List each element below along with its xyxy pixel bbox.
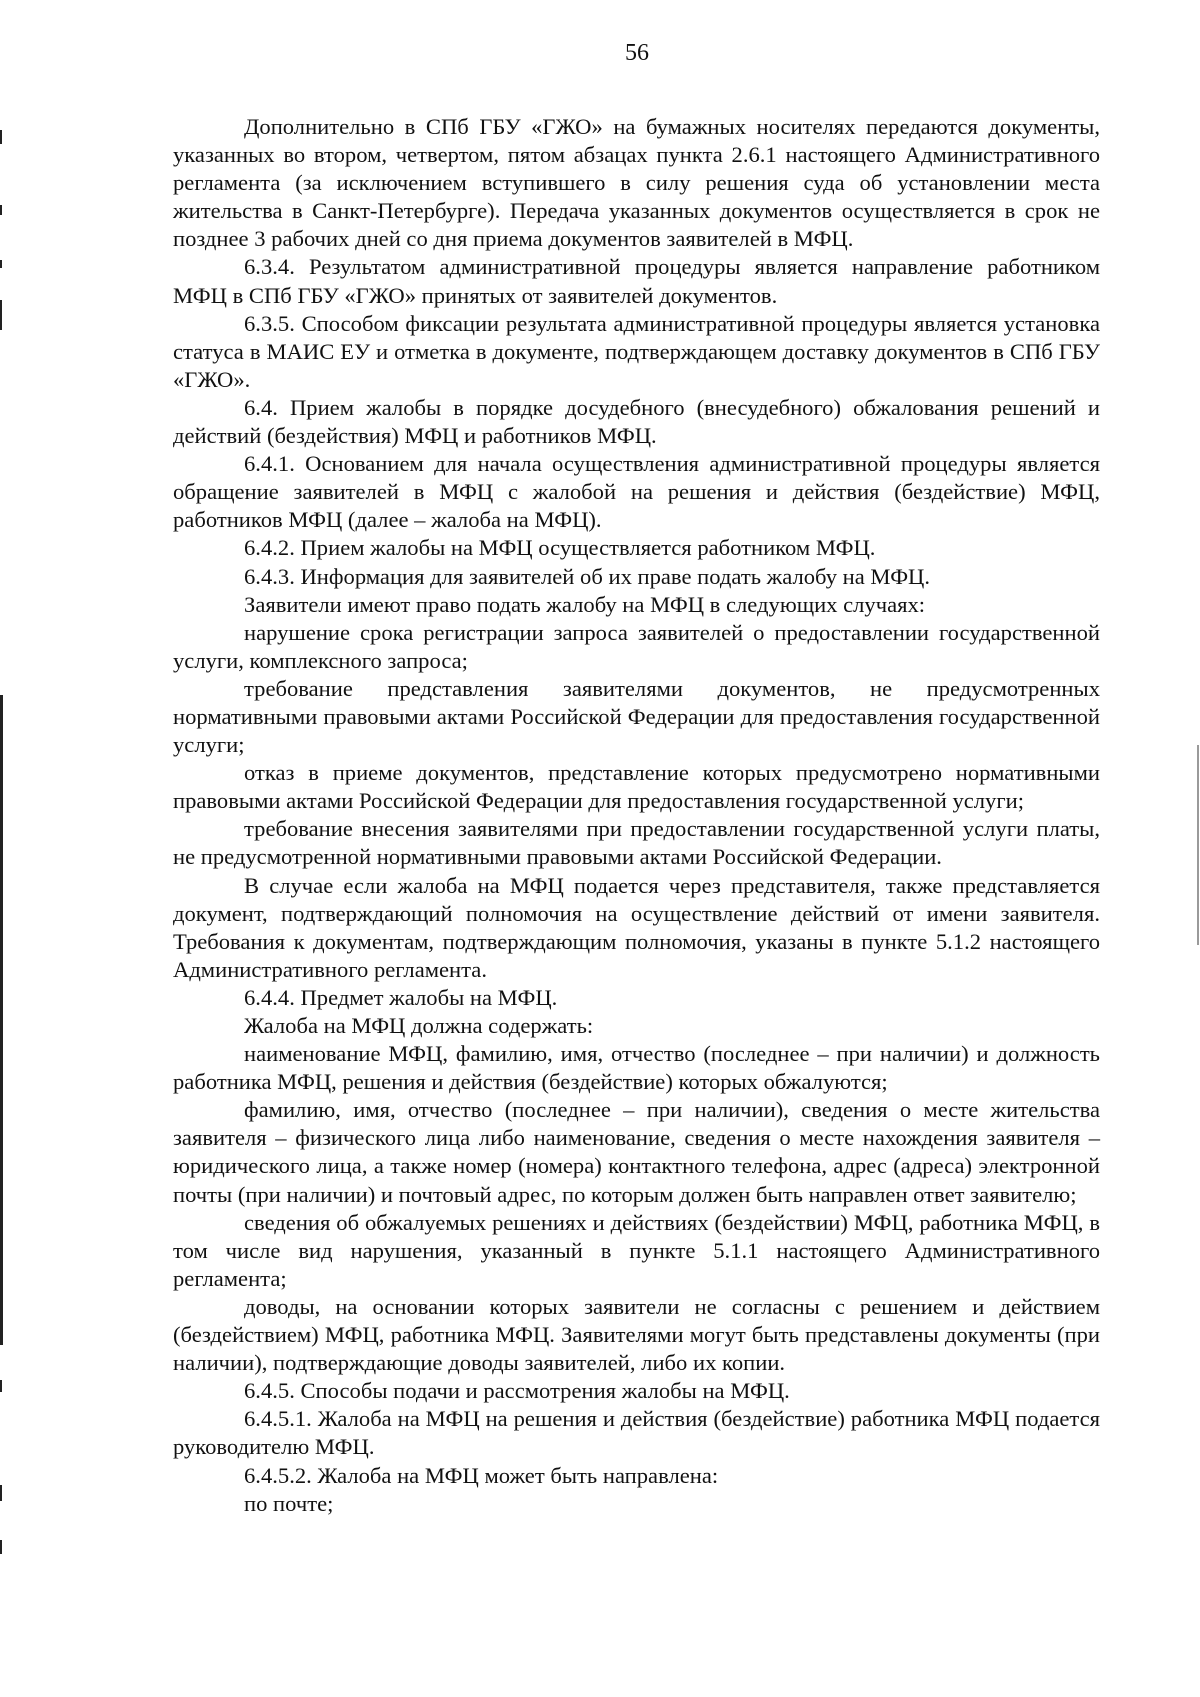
paragraph: наименование МФЦ, фамилию, имя, отчество (последнее – при наличии) и должность работника МФЦ, решения и действия (бездействие) которых обжалуются; bbox=[173, 1041, 1100, 1095]
scan-edge-mark bbox=[0, 1380, 2, 1392]
paragraph: доводы, на основании которых заявители не согласны с решением и действием (бездействием) МФЦ, работника МФЦ. Заявителями могут быть представлены документы (при наличии), подтверждающие доводы заявителей, либо их копии. bbox=[173, 1293, 1100, 1376]
page-number: 56 bbox=[625, 40, 649, 66]
paragraph: 6.4.5.2. Жалоба на МФЦ может быть направлена: bbox=[244, 1462, 719, 1488]
scan-edge-mark bbox=[0, 300, 2, 330]
scan-edge-mark bbox=[0, 1485, 2, 1501]
scan-edge-mark bbox=[0, 695, 3, 1345]
scan-edge-mark bbox=[0, 260, 2, 268]
scan-edge-mark bbox=[1197, 745, 1199, 945]
scan-edge-mark bbox=[0, 130, 2, 144]
document-body bbox=[173, 113, 1100, 1518]
paragraph: 6.4.1. Основанием для начала осуществления административной процедуры является обращение заявителей в МФЦ с жалобой на решения и действия (бездействие) МФЦ, работников МФЦ (далее – жалоба на МФЦ). bbox=[173, 451, 1100, 533]
paragraph: по почте; bbox=[244, 1490, 334, 1516]
scan-edge-mark bbox=[0, 1540, 2, 1554]
paragraph: требование представления заявителями документов, не предусмотренных нормативными правовыми актами Российской Федерации для предоставления государственной услуги; bbox=[173, 675, 1100, 758]
paragraph: нарушение срока регистрации запроса заявителей о предоставлении государственной услуги, комплексного запроса; bbox=[173, 619, 1100, 673]
paragraph: 6.4. Прием жалобы в порядке досудебного (внесудебного) обжалования решений и действий (бездействия) МФЦ и работников МФЦ. bbox=[173, 394, 1100, 449]
scan-edge-mark bbox=[0, 205, 2, 215]
paragraph: 6.4.2. Прием жалобы на МФЦ осуществляется работником МФЦ. bbox=[244, 535, 876, 561]
paragraph: отказ в приеме документов, представление которых предусмотрено нормативными правовыми актами Российской Федерации для предоставления государственной услуги; bbox=[173, 760, 1100, 814]
paragraph: В случае если жалоба на МФЦ подается через представителя, также представляется документ, подтверждающий полномочия на осуществление действий от имени заявителя. Требования к документам, подтверждающим полномочия, указаны в пункте 5.1.2 настоящего Административного регламента. bbox=[173, 872, 1100, 982]
paragraph: Дополнительно в СПб ГБУ «ГЖО» на бумажных носителях передаются документы, указанных во втором, четвертом, пятом абзацах пункта 2.6.1 настоящего Административного регламента (за исключением вступившего в силу решения суда об установлении места жительства в Санкт-Петербурге). Передача указанных документов осуществляется в срок не позднее 3 рабочих дней со дня приема документов заявителей в МФЦ. bbox=[173, 114, 1100, 252]
paragraph: фамилию, имя, отчество (последнее – при наличии), сведения о месте жительства заявителя – физического лица либо наименование, сведения о месте нахождения заявителя – юридического лица, а также номер (номера) контактного телефона, адрес (адреса) электронной почты (при наличии) и почтовый адрес, по которым должен быть направлен ответ заявителю; bbox=[173, 1097, 1100, 1207]
paragraph: 6.4.3. Информация для заявителей об их праве подать жалобу на МФЦ. bbox=[244, 563, 931, 589]
paragraph: 6.4.4. Предмет жалобы на МФЦ. bbox=[244, 984, 558, 1010]
paragraph: 6.3.4. Результатом административной процедуры является направление работником МФЦ в СПб ГБУ «ГЖО» принятых от заявителей документов. bbox=[173, 254, 1100, 308]
paragraph: 6.4.5.1. Жалоба на МФЦ на решения и действия (бездействие) работника МФЦ подается руководителю МФЦ. bbox=[173, 1406, 1100, 1460]
paragraph: Жалоба на МФЦ должна содержать: bbox=[244, 1013, 594, 1038]
paragraph: 6.4.5. Способы подачи и рассмотрения жалобы на МФЦ. bbox=[244, 1378, 790, 1404]
paragraph: 6.3.5. Способом фиксации результата административной процедуры является установка статуса в МАИС ЕУ и отметка в документе, подтверждающем доставку документов в СПб ГБУ «ГЖО». bbox=[173, 310, 1100, 392]
paragraph: требование внесения заявителями при предоставлении государственной услуги платы, не предусмотренной нормативными правовыми актами Российской Федерации. bbox=[173, 816, 1100, 870]
paragraph: Заявители имеют право подать жалобу на МФЦ в следующих случаях: bbox=[244, 591, 926, 617]
paragraph: сведения об обжалуемых решениях и действиях (бездействии) МФЦ, работника МФЦ, в том числе вид нарушения, указанный в пункте 5.1.1 настоящего Административного регламента; bbox=[173, 1209, 1100, 1291]
